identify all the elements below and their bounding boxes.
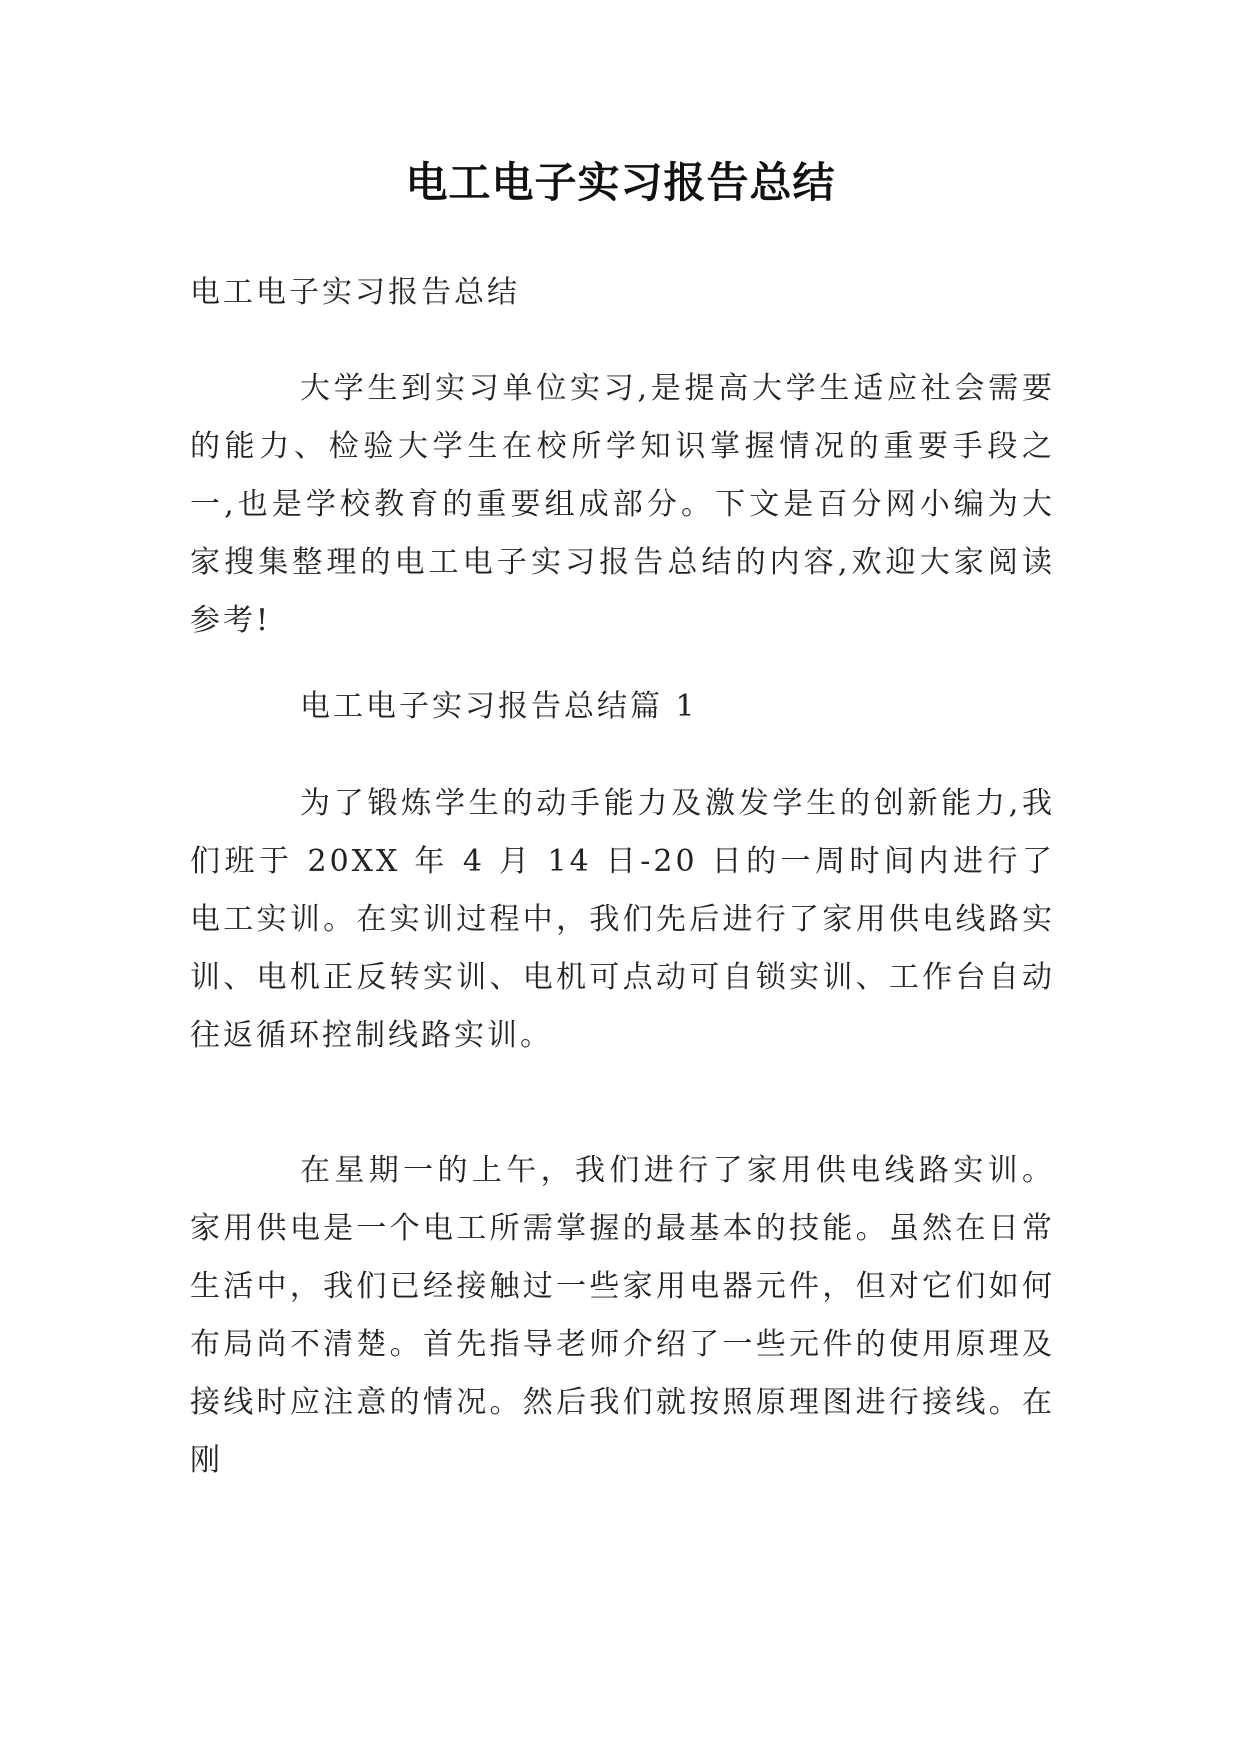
- section-heading: 电工电子实习报告总结篇 1: [300, 689, 698, 724]
- document-subtitle: 电工电子实习报告总结: [190, 275, 520, 310]
- document-title: 电工电子实习报告总结: [405, 158, 836, 207]
- body-paragraph-1: 为了锻炼学生的动手能力及激发学生的创新能力,我们班于 20XX 年 4 月 14 日-20 日的一周时间内进行了电工实训。在实训过程中，我们先后进行了家用供电线路实训、电机正反转实训、电机可点动可自锁实训、工作台自动往返循环控制线路实训。: [190, 786, 1055, 1053]
- intro-paragraph: 大学生到实习单位实习,是提高大学生适应社会需要的能力、检验大学生在校所学知识掌握情况的重要手段之一,也是学校教育的重要组成部分。下文是百分网小编为大家搜集整理的电工电子实习报告总结的内容,欢迎大家阅读参考!: [190, 371, 1055, 638]
- body-paragraph-2: 在星期一的上午，我们进行了家用供电线路实训。家用供电是一个电工所需掌握的最基本的技能。虽然在日常生活中，我们已经接触过一些家用电器元件，但对它们如何布局尚不清楚。首先指导老师介绍了一些元件的使用原理及接线时应注意的情况。然后我们就按照原理图进行接线。在刚: [190, 1153, 1055, 1478]
